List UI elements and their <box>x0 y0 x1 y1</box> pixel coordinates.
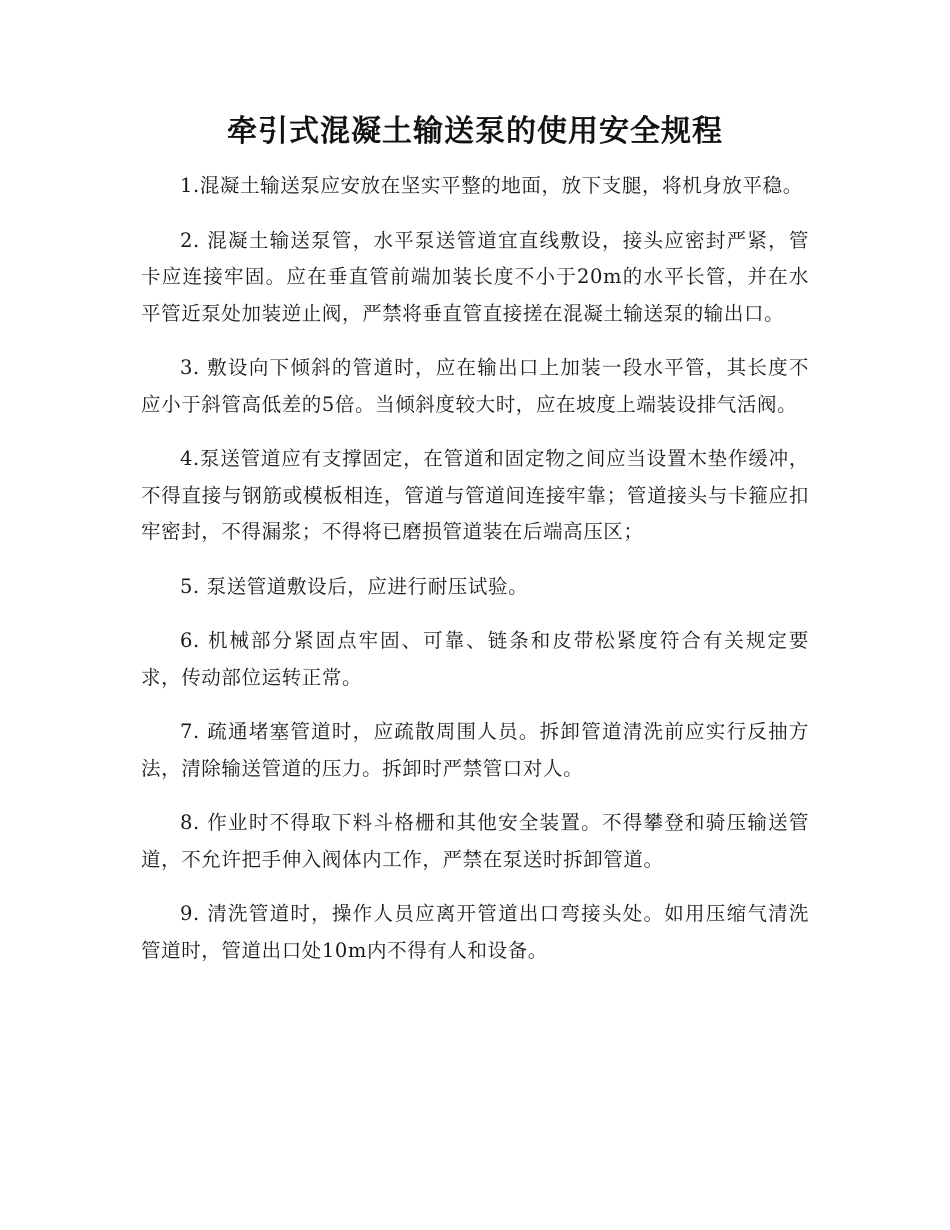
document-title: 牵引式混凝土输送泵的使用安全规程 <box>227 114 723 149</box>
paragraph-4: 4.泵送管道应有支撑固定，在管道和固定物之间应当设置木垫作缓冲，不得直接与钢筋或模板相连，管道与管道间连接牢靠；管道接头与卡箍应扣牢密封，不得漏浆；不得将已磨损管道装在后端高压区； <box>141 447 809 543</box>
paragraph-2: 2. 混凝土输送泵管，水平泵送管道宜直线敷设，接头应密封严紧，管卡应连接牢固。应在垂直管前端加装长度不小于20m的水平长管，并在水平管近泵处加装逆止阀，严禁将垂直管直接搓在混凝土输送泵的输出口。 <box>141 228 809 325</box>
paragraph-8: 8. 作业时不得取下料斗格栅和其他安全装置。不得攀登和骑压输送管道，不允许把手伸入阀体内工作，严禁在泵送时拆卸管道。 <box>141 811 809 871</box>
paragraph-3: 3. 敷设向下倾斜的管道时，应在输出口上加装一段水平管，其长度不应小于斜管高低差的5倍。当倾斜度较大时，应在坡度上端装设排气活阀。 <box>141 356 809 416</box>
paragraph-7: 7. 疏通堵塞管道时，应疏散周围人员。拆卸管道清洗前应实行反抽方法，清除输送管道的压力。拆卸时严禁管口对人。 <box>141 720 809 780</box>
paragraph-5: 5. 泵送管道敷设后，应进行耐压试验。 <box>180 574 529 598</box>
document-body <box>141 168 809 987</box>
paragraph-1: 1.混凝土输送泵应安放在坚实平整的地面，放下支腿，将机身放平稳。 <box>180 174 803 197</box>
paragraph-6: 6. 机械部分紧固点牢固、可靠、链条和皮带松紧度符合有关规定要求，传动部位运转正常。 <box>141 629 809 689</box>
paragraph-9: 9. 清洗管道时，操作人员应离开管道出口弯接头处。如用压缩气清洗管道时，管道出口处10m内不得有人和设备。 <box>141 902 809 962</box>
